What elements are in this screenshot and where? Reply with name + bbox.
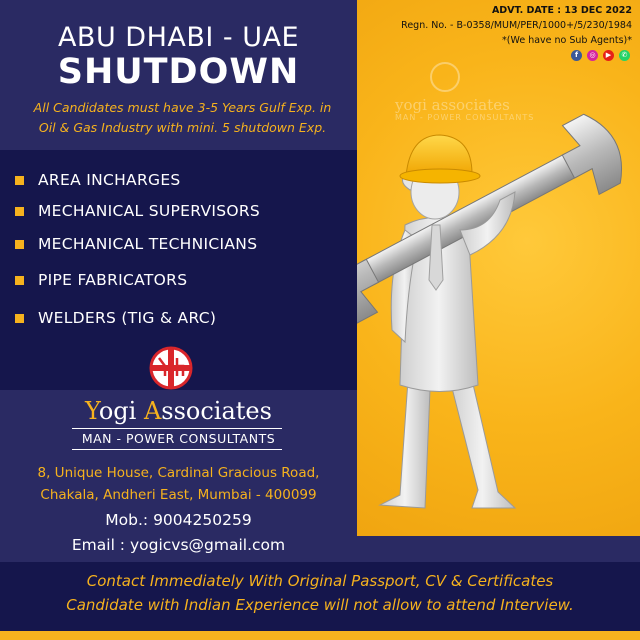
position-label: MECHANICAL SUPERVISORS <box>38 202 261 220</box>
bullet-icon <box>15 276 24 285</box>
bullet-icon <box>15 314 24 323</box>
list-item <box>15 171 181 189</box>
position-label: WELDERS (TIG & ARC) <box>38 309 217 327</box>
list-item <box>15 235 257 253</box>
company-name <box>0 397 357 425</box>
list-item <box>15 271 187 289</box>
job-title-heading: SHUTDOWN <box>57 52 300 92</box>
location-heading: ABU DHABI - UAE <box>57 22 300 53</box>
whatsapp-icon[interactable]: ✆ <box>619 50 630 61</box>
registration-number: Regn. No. - B-0358/MUM/PER/1000+/5/230/1984 <box>401 20 632 31</box>
address-line-2: Chakala, Andheri East, Mumbai - 400099 <box>40 487 317 503</box>
address-line-1: 8, Unique House, Cardinal Gracious Road, <box>37 465 320 481</box>
email-address[interactable]: Email : yogicvs@gmail.com <box>71 536 286 554</box>
facebook-icon[interactable]: f <box>571 50 582 61</box>
instagram-icon[interactable]: ◎ <box>587 50 598 61</box>
divider <box>72 428 282 429</box>
list-item <box>15 202 260 220</box>
bottom-stripe <box>0 631 640 640</box>
company-name-part-2: ssociates <box>161 397 272 425</box>
bullet-icon <box>15 240 24 249</box>
bullet-icon <box>15 176 24 185</box>
bullet-icon <box>15 207 24 216</box>
youtube-icon[interactable]: ▶ <box>603 50 614 61</box>
footer-instruction: Contact Immediately With Original Passport, CV & Certificates <box>86 572 554 590</box>
requirement-line-1: All Candidates must have 3-5 Years Gulf Exp. in <box>33 100 332 115</box>
mobile-number[interactable]: Mob.: 9004250259 <box>105 511 252 529</box>
eligibility-requirement <box>8 98 357 138</box>
watermark-company-name: yogi associates <box>395 96 510 114</box>
company-name-initial-y: Y <box>85 397 99 425</box>
company-name-initial-a: A <box>143 397 162 425</box>
company-name-part: ogi <box>98 397 144 425</box>
no-sub-agents-note: *(We have no Sub Agents)* <box>502 35 632 46</box>
footer-notice: Candidate with Indian Experience will not allow to attend Interview. <box>66 596 574 614</box>
position-label: PIPE FABRICATORS <box>38 271 188 289</box>
list-item <box>15 309 216 327</box>
social-links <box>571 50 630 61</box>
position-label: MECHANICAL TECHNICIANS <box>38 235 258 253</box>
company-logo <box>149 346 193 390</box>
requirement-line-2: Oil & Gas Industry with mini. 5 shutdown Exp. <box>38 120 327 135</box>
company-tagline: MAN - POWER CONSULTANTS <box>81 431 276 446</box>
watermark-tagline: MAN - POWER CONSULTANTS <box>395 113 535 122</box>
divider <box>72 449 282 450</box>
position-label: AREA INCHARGES <box>38 171 181 189</box>
advert-date: ADVT. DATE : 13 DEC 2022 <box>491 5 632 16</box>
